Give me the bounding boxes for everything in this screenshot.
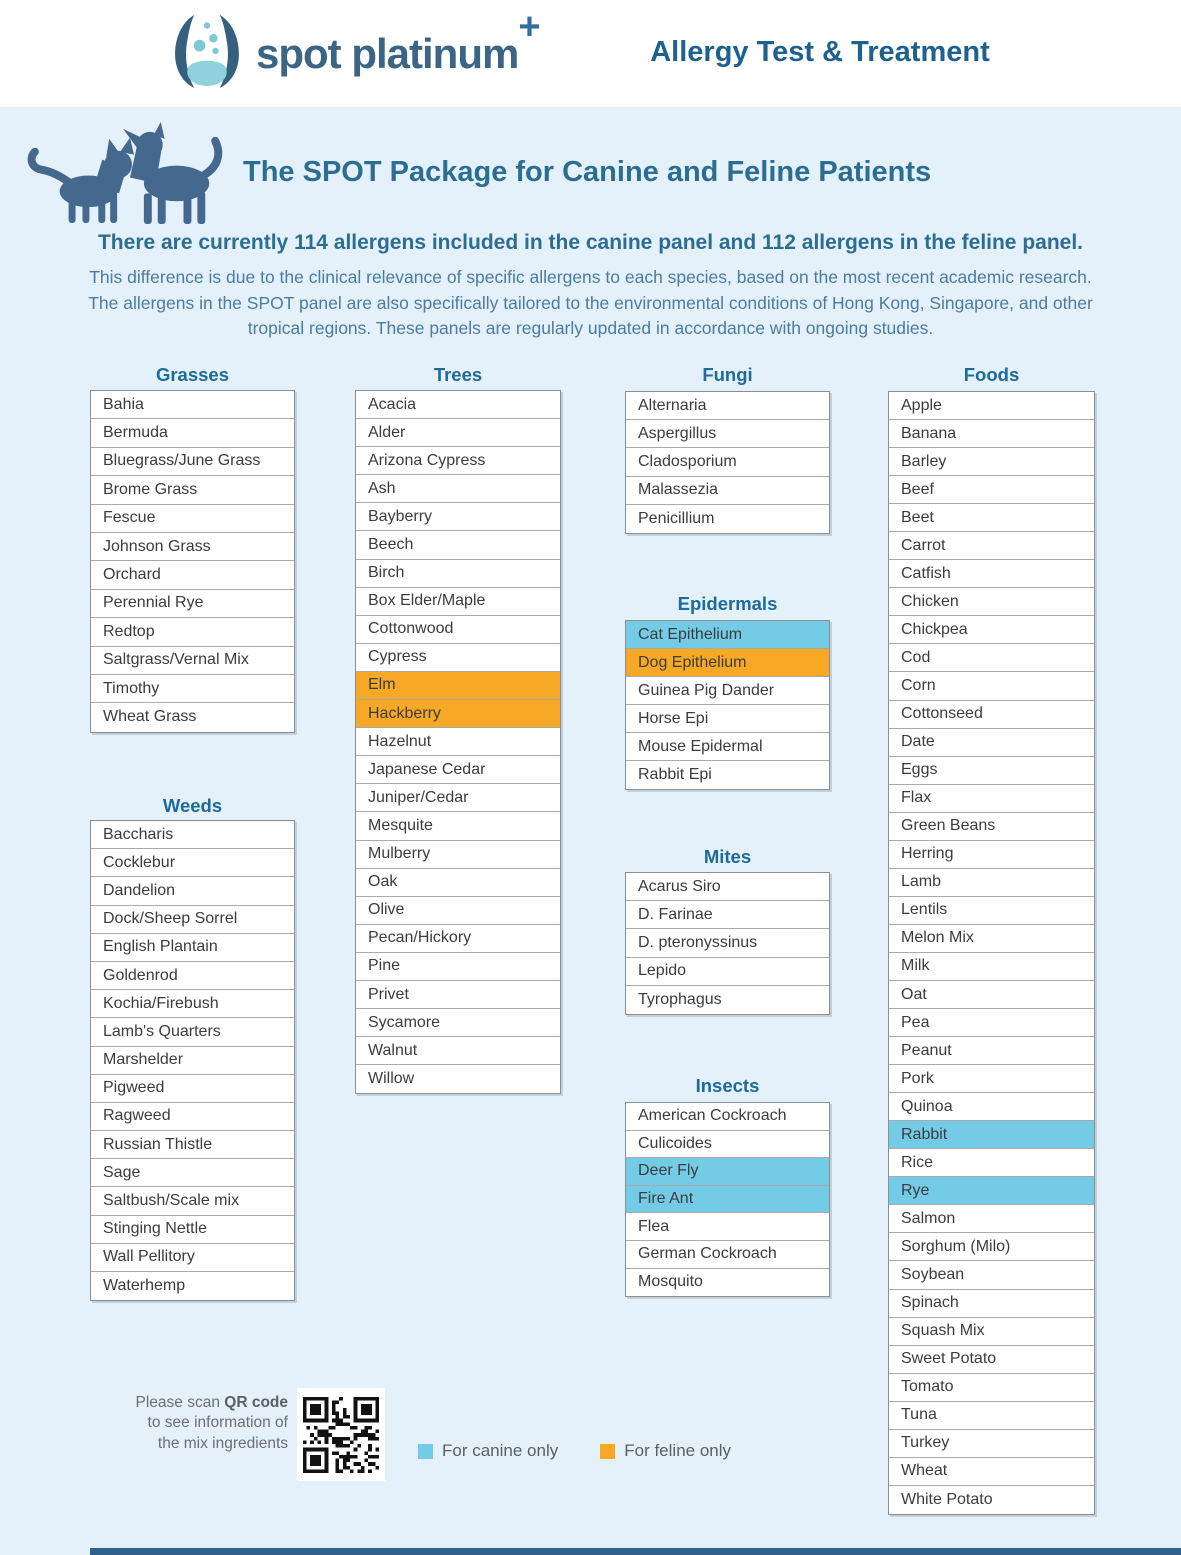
allergen-cell: Pea <box>889 1009 1094 1037</box>
allergen-cell: Catfish <box>889 560 1094 588</box>
panel-table-insects <box>625 1102 830 1297</box>
allergen-cell: White Potato <box>901 1490 993 1508</box>
brand-logo <box>172 6 540 96</box>
allergen-cell: Juniper/Cedar <box>356 784 560 812</box>
allergen-cell: Privet <box>356 981 560 1009</box>
allergen-cell: Dandelion <box>91 877 294 905</box>
allergen-cell: Salmon <box>889 1205 1094 1233</box>
panel-title-weeds: Weeds <box>162 795 223 816</box>
allergen-cell: Beef <box>889 476 1094 504</box>
plus-icon: + <box>518 6 540 48</box>
allergen-cell: Fescue <box>91 505 294 533</box>
allergen-cell: Fire Ant <box>626 1186 829 1214</box>
allergen-cell: Tomato <box>889 1374 1094 1402</box>
allergen-cell: Marshelder <box>91 1047 294 1075</box>
allergen-cell: Deer Fly <box>626 1158 829 1186</box>
allergen-cell: Johnson Grass <box>91 533 294 561</box>
allergen-cell: Soybean <box>889 1261 1094 1289</box>
allergen-cell: Waterhemp <box>103 1277 186 1295</box>
allergen-cell: Sycamore <box>356 1009 560 1037</box>
allergen-cell: Ragweed <box>91 1103 294 1131</box>
allergen-cell: Sorghum (Milo) <box>889 1233 1094 1261</box>
allergen-cell: Acarus Siro <box>626 873 829 901</box>
allergen-cell: Beet <box>889 504 1094 532</box>
allergen-cell: Pigweed <box>91 1075 294 1103</box>
allergen-cell: Acacia <box>356 391 560 419</box>
allergen-cell: Stinging Nettle <box>91 1216 294 1244</box>
allergen-cell: Tuna <box>889 1402 1094 1430</box>
panel-title-fungi: Fungi <box>702 364 753 385</box>
allergen-cell: Cypress <box>356 644 560 672</box>
allergen-cell: Penicillium <box>638 509 715 527</box>
allergen-cell: English Plantain <box>91 934 294 962</box>
allergen-cell: Wall Pellitory <box>91 1244 294 1272</box>
feline-legend-label: For feline only <box>624 1441 732 1460</box>
allergen-cell: Dock/Sheep Sorrel <box>91 906 294 934</box>
allergen-cell: Lentils <box>889 897 1094 925</box>
allergen-cell: Pine <box>356 953 560 981</box>
allergen-cell: Culicoides <box>626 1131 829 1159</box>
allergen-cell: Wheat <box>889 1458 1094 1486</box>
allergen-cell: Chickpea <box>889 616 1094 644</box>
allergen-cell: D. pteronyssinus <box>626 929 829 957</box>
allergen-cell: Green Beans <box>889 813 1094 841</box>
allergen-cell: Herring <box>889 841 1094 869</box>
page-title: Allergy Test & Treatment <box>650 36 990 68</box>
panel-table-grasses <box>90 390 295 733</box>
allergen-cell: Goldenrod <box>91 962 294 990</box>
allergen-cell: Mulberry <box>356 841 560 869</box>
allergen-cell: Pork <box>889 1065 1094 1093</box>
allergen-cell: Mosquito <box>638 1273 703 1291</box>
allergen-cell: Cladosporium <box>626 448 829 476</box>
allergen-cell: Squash Mix <box>889 1318 1094 1346</box>
qr-instruction-line3: the mix ingredients <box>157 1434 288 1452</box>
allergen-cell: Japanese Cedar <box>356 756 560 784</box>
allergen-cell: Hackberry <box>356 700 560 728</box>
allergen-cell: Elm <box>356 672 560 700</box>
allergen-cell: Bermuda <box>91 419 294 447</box>
panel-title-insects: Insects <box>695 1075 760 1096</box>
cat-dog-silhouette-icon <box>27 122 235 231</box>
panel-table-foods <box>888 391 1095 1515</box>
allergen-cell: Tyrophagus <box>638 990 722 1008</box>
allergen-cell: Quinoa <box>889 1093 1094 1121</box>
feline-color-swatch <box>600 1444 615 1459</box>
allergen-cell: Perennial Rye <box>91 590 294 618</box>
allergen-cell: Pecan/Hickory <box>356 925 560 953</box>
allergen-cell: Mouse Epidermal <box>626 733 829 761</box>
allergen-cell: Bahia <box>91 391 294 419</box>
qr-instruction <box>110 1393 288 1454</box>
allergen-cell: Flax <box>889 785 1094 813</box>
allergen-cell: Brome Grass <box>91 476 294 504</box>
allergen-cell: Apple <box>889 392 1094 420</box>
highlight-legend <box>418 1441 773 1461</box>
allergen-cell: Bayberry <box>356 503 560 531</box>
allergen-cell: Beech <box>356 531 560 559</box>
allergen-cell: Rice <box>889 1149 1094 1177</box>
allergen-cell: Russian Thistle <box>91 1131 294 1159</box>
flask-icon <box>172 12 242 97</box>
allergen-cell: Rye <box>889 1177 1094 1205</box>
allergen-cell: Cod <box>889 644 1094 672</box>
allergen-count-summary: There are currently 114 allergens included in the canine panel and 112 allergens in the feline panel. <box>97 231 1084 254</box>
panel-table-trees <box>355 390 561 1094</box>
panel-title-trees: Trees <box>433 364 483 385</box>
allergen-cell: Walnut <box>356 1037 560 1065</box>
allergen-cell: Dog Epithelium <box>626 649 829 677</box>
allergen-cell: Milk <box>889 953 1094 981</box>
allergen-cell: Mesquite <box>356 812 560 840</box>
allergen-cell: Orchard <box>91 561 294 589</box>
allergen-cell: Cottonseed <box>889 701 1094 729</box>
allergen-cell: Alder <box>356 419 560 447</box>
canine-color-swatch <box>418 1444 433 1459</box>
canine-legend-label: For canine only <box>442 1441 559 1460</box>
allergen-cell: Cocklebur <box>91 849 294 877</box>
allergen-cell: Cottonwood <box>356 616 560 644</box>
panel-title-mites: Mites <box>703 846 752 867</box>
allergen-cell: Date <box>889 729 1094 757</box>
allergen-cell: Kochia/Firebush <box>91 990 294 1018</box>
allergen-cell: Peanut <box>889 1037 1094 1065</box>
allergen-cell: Malassezia <box>626 477 829 505</box>
allergen-cell: Lamb's Quarters <box>91 1018 294 1046</box>
panel-title-grasses: Grasses <box>155 364 230 385</box>
allergen-cell: Corn <box>889 672 1094 700</box>
allergen-cell: Box Elder/Maple <box>356 588 560 616</box>
allergen-cell: Wheat Grass <box>103 708 197 726</box>
panel-table-fungi <box>625 391 830 534</box>
panel-description: This difference is due to the clinical relevance of specific allergens to each species, based on the most recent academic research. The allergens in the SPOT panel are also specifically tailored to the environmental conditions of Hong Kong, Singapore, and other tropical regions. These panels are regularly updated in accordance with ongoing studies. <box>88 267 1093 339</box>
allergen-cell: Chicken <box>889 588 1094 616</box>
allergen-cell: Oak <box>356 869 560 897</box>
allergen-cell: Cat Epithelium <box>626 621 829 649</box>
panel-table-mites <box>625 872 830 1015</box>
allergen-cell: Saltgrass/Vernal Mix <box>91 647 294 675</box>
allergen-cell: D. Farinae <box>626 901 829 929</box>
allergen-cell: Carrot <box>889 532 1094 560</box>
allergen-cell: Bluegrass/June Grass <box>91 448 294 476</box>
allergen-cell: Willow <box>368 1070 415 1088</box>
panel-title-foods: Foods <box>963 364 1020 385</box>
allergen-cell: Saltbush/Scale mix <box>91 1187 294 1215</box>
brand-name: spot platinum+ <box>256 6 540 77</box>
panel-title-epidermals: Epidermals <box>677 593 778 614</box>
allergen-cell: Flea <box>626 1213 829 1241</box>
allergen-cell: Lepido <box>626 958 829 986</box>
panel-table-weeds <box>90 820 295 1301</box>
allergen-cell: Barley <box>889 448 1094 476</box>
allergen-cell: Sage <box>91 1159 294 1187</box>
allergen-cell: Banana <box>889 420 1094 448</box>
allergen-cell: Redtop <box>91 618 294 646</box>
allergen-cell: Horse Epi <box>626 705 829 733</box>
header-bar <box>0 0 1181 107</box>
allergen-cell: Guinea Pig Dander <box>626 677 829 705</box>
allergen-cell: Turkey <box>889 1430 1094 1458</box>
qr-instruction-line2: to see information of <box>147 1414 288 1432</box>
qr-code <box>297 1388 385 1481</box>
footer-accent-bar <box>90 1548 1181 1555</box>
allergen-cell: Rabbit <box>889 1121 1094 1149</box>
allergen-cell: Ash <box>356 475 560 503</box>
allergen-cell: Olive <box>356 897 560 925</box>
allergen-cell: Oat <box>889 981 1094 1009</box>
hero-title: The SPOT Package for Canine and Feline Patients <box>243 156 932 188</box>
allergen-cell: Eggs <box>889 757 1094 785</box>
allergen-cell: Birch <box>356 560 560 588</box>
allergen-cell: Melon Mix <box>889 925 1094 953</box>
panel-table-epidermals <box>625 620 830 790</box>
allergen-cell: American Cockroach <box>626 1103 829 1131</box>
allergen-cell: Aspergillus <box>626 420 829 448</box>
qr-instruction-line1: Please scan QR code <box>135 1394 288 1411</box>
allergen-cell: Rabbit Epi <box>638 766 712 783</box>
allergen-cell: Spinach <box>889 1290 1094 1318</box>
allergen-cell: Arizona Cypress <box>356 447 560 475</box>
allergen-cell: German Cockroach <box>626 1241 829 1269</box>
allergen-cell: Timothy <box>91 675 294 703</box>
allergen-cell: Alternaria <box>626 392 829 420</box>
allergen-cell: Hazelnut <box>356 728 560 756</box>
allergen-cell: Baccharis <box>91 821 294 849</box>
allergen-cell: Lamb <box>889 869 1094 897</box>
allergen-cell: Sweet Potato <box>889 1346 1094 1374</box>
